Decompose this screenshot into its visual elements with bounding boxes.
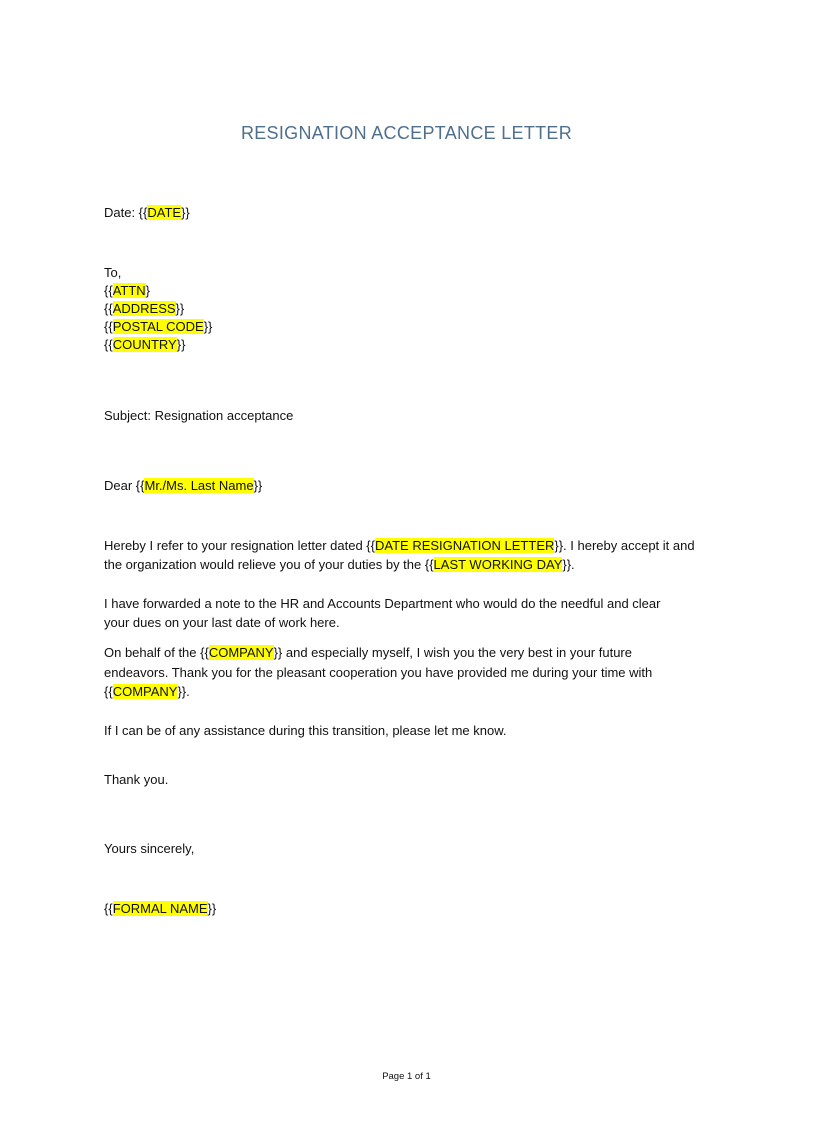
to-line xyxy=(104,264,121,282)
placeholder-field: POSTAL CODE xyxy=(112,319,204,334)
page-number: Page 1 of 1 xyxy=(382,1071,431,1082)
postal-code-line xyxy=(104,318,212,336)
placeholder-field: DATE RESIGNATION LETTER xyxy=(375,538,555,553)
paragraph-1-line xyxy=(104,537,695,555)
paragraph-2-line xyxy=(104,614,340,632)
placeholder-field: LAST WORKING DAY xyxy=(433,557,563,572)
text-segment: } xyxy=(145,283,151,298)
text-segment: }} xyxy=(176,337,186,352)
text-segment: }} and especially myself, I wish you the very best in your future xyxy=(273,645,632,660)
text-segment: }} xyxy=(203,319,213,334)
text-segment: {{ xyxy=(104,337,113,352)
text-segment: On behalf of the {{ xyxy=(104,645,209,660)
text-segment: }}. I hereby accept it and xyxy=(554,538,695,553)
address-line xyxy=(104,300,184,318)
paragraph-3-line xyxy=(104,683,190,701)
paragraph-1-line xyxy=(104,556,575,574)
closing-thanks-line xyxy=(104,771,168,789)
placeholder-field: ADDRESS xyxy=(112,301,176,316)
placeholder-field: COMPANY xyxy=(112,684,178,699)
text-segment: Yours sincerely, xyxy=(104,841,195,856)
text-segment: Date: {{ xyxy=(104,205,148,220)
paragraph-4-line xyxy=(104,722,507,740)
signature-name-line xyxy=(104,900,216,918)
text-segment: To, xyxy=(104,265,122,280)
paragraph-3-line xyxy=(104,644,632,662)
text-segment: your dues on your last date of work here. xyxy=(104,615,340,630)
text-segment: }} xyxy=(175,301,185,316)
attn-line xyxy=(104,282,150,300)
text-segment: }} xyxy=(253,478,263,493)
text-segment: }} xyxy=(181,205,190,220)
text-segment: {{ xyxy=(104,283,113,298)
text-segment: }} xyxy=(207,901,217,916)
text-segment: {{ xyxy=(104,684,113,699)
placeholder-field: Mr./Ms. Last Name xyxy=(144,478,254,493)
text-segment: the organization would relieve you of your duties by the {{ xyxy=(104,557,434,572)
placeholder-field: COMPANY xyxy=(208,645,274,660)
text-segment: {{ xyxy=(104,301,113,316)
text-segment: endeavors. Thank you for the pleasant cooperation you have provided me during your time with xyxy=(104,665,653,680)
text-segment: {{ xyxy=(104,319,113,334)
text-segment: Hereby I refer to your resignation letter dated {{ xyxy=(104,538,375,553)
text-segment: {{ xyxy=(104,901,113,916)
placeholder-field: DATE xyxy=(147,205,182,220)
placeholder-field: ATTN xyxy=(112,283,146,298)
text-segment: If I can be of any assistance during this transition, please let me know. xyxy=(104,723,507,738)
document-title: RESIGNATION ACCEPTANCE LETTER xyxy=(240,123,573,143)
subject-line xyxy=(104,407,293,425)
text-segment: I have forwarded a note to the HR and Accounts Department who would do the needful and clear xyxy=(104,596,661,611)
date-line xyxy=(104,204,190,222)
sign-off-line xyxy=(104,840,194,858)
text-segment: Thank you. xyxy=(104,772,169,787)
text-segment: Subject: Resignation acceptance xyxy=(104,408,294,423)
salutation-line xyxy=(104,477,262,495)
placeholder-field: FORMAL NAME xyxy=(112,901,208,916)
text-segment: Dear {{ xyxy=(104,478,145,493)
text-segment: }}. xyxy=(562,557,575,572)
text-segment: }}. xyxy=(177,684,190,699)
paragraph-2-line xyxy=(104,595,660,613)
paragraph-3-line xyxy=(104,664,652,682)
placeholder-field: COUNTRY xyxy=(112,337,177,352)
country-line xyxy=(104,336,185,354)
